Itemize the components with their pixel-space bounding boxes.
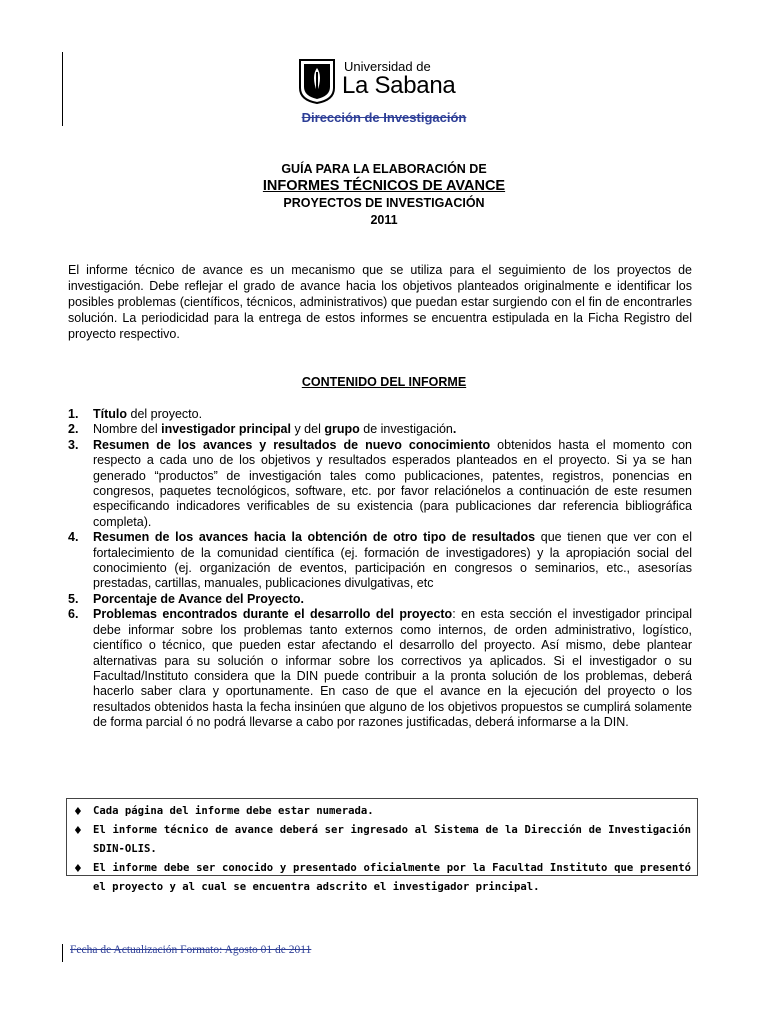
guide-year: 2011: [370, 213, 398, 227]
item-number: 5.: [68, 591, 79, 606]
item-number: 6.: [68, 607, 79, 622]
note-item: [73, 802, 691, 821]
guide-title-line1: GUÍA PARA LA ELABORACIÓN DE: [281, 162, 487, 176]
list-item: [68, 530, 692, 592]
department-title: Dirección de Investigación: [301, 110, 467, 125]
item-number: 3.: [68, 437, 79, 452]
item-bold: grupo: [324, 422, 360, 437]
list-item: [68, 407, 692, 422]
list-item: [68, 422, 692, 437]
item-number: 1.: [68, 407, 79, 421]
diamond-bullet-icon: ♦: [73, 862, 83, 875]
note-text: El informe debe ser conocido y presentado oficialmente por la Facultad Instituto que presentó el proyecto y al cual se encuentra adscrito el investigador principal.: [93, 862, 691, 893]
item-bold: .: [452, 422, 457, 437]
item-number: 2.: [68, 422, 79, 437]
list-item: [68, 607, 692, 730]
logo-big-text: La Sabana: [342, 72, 456, 99]
note-item: [73, 859, 691, 897]
item-bold: Problemas encontrados durante el desarrollo del proyecto: [93, 607, 453, 622]
shield-icon: [298, 58, 336, 104]
list-item: [68, 438, 692, 530]
item-bold: Resumen de los avances y resultados de nuevo conocimiento: [93, 437, 491, 452]
university-logo: [298, 58, 458, 108]
guide-title-line2: INFORMES TÉCNICOS DE AVANCE: [262, 178, 506, 194]
item-bold: investigador principal: [161, 422, 291, 437]
logo-small-text: Universidad de: [344, 59, 431, 74]
item-number: 4.: [68, 530, 79, 545]
diamond-bullet-icon: ♦: [73, 805, 83, 818]
note-text: El informe técnico de avance deberá ser ingresado al Sistema de la Dirección de Investigación SDIN-OLIS.: [93, 824, 691, 855]
footer-update-date: Fecha de Actualización Formato: Agosto 01 de 2011: [70, 944, 312, 956]
content-list: [68, 407, 692, 731]
note-text: Cada página del informe debe estar numerada.: [93, 805, 374, 817]
notes-box: [66, 798, 698, 893]
margin-line-bottom: [62, 944, 63, 962]
intro-paragraph: El informe técnico de avance es un mecanismo que se utiliza para el seguimiento de los proyectos de investigación. Debe reflejar el grado de avance hacia los objetivos planteados originalmente e identificar los posibles problemas (científicos, técnicos, administrativos) que puedan estar surgiendo con el fin de encontrarles solución. La periodicidad para la entrega de estos informes se encuentra estipulada en la Ficha Registro del proyecto respectivo.: [68, 263, 692, 341]
item-bold: Resumen de los avances hacia la obtención de otro tipo de resultados: [93, 530, 536, 545]
section-title: CONTENIDO DEL INFORME: [301, 375, 467, 389]
item-bold: Porcentaje de Avance del Proyecto.: [93, 591, 304, 606]
item-text: del proyecto.: [127, 407, 203, 421]
item-text: obtenidos hasta el momento con respecto a cada uno de los objetivos y resultados esperados planteados en el proyecto. Si ya se han generado “productos” de investigación tales como publicaciones, patentes, registros, ponencias en congresos, paquetes tecnológicos, software, etc. por favor relaciónelos a continuación de este resumen especificando indicadores verificables de su existencia (para publicaciones dar referencia bibliográfica completa).: [93, 437, 692, 529]
item-bold: Título: [93, 407, 128, 421]
list-item: [68, 592, 692, 607]
item-text: : en esta sección el investigador principal debe informar sobre los problemas tanto externos como internos, de orden administrativo, logístico, científico o técnico, que pueden estar afectando el desarrollo del proyecto. Así mismo, debe plantear alternativas para su solución o informar sobre los correctivos ya aplicados. Si el investigador o su Facultad/Instituto considera que la DIN puede contribuir a la pronta solución de los problemas, deberá hacerlo saber clara y oportunamente. En caso de que el avance en la ejecución del proyecto o los resultados obtenidos hasta la fecha insinúen que alguno de los objetivos propuestos se cumplirá solamente de forma parcial ó no podrá llevarse a cabo por razones justificadas, deberá informarse a la DIN.: [93, 607, 692, 730]
note-item: [73, 821, 691, 859]
item-text: de investigación: [359, 422, 453, 437]
guide-title-line3: PROYECTOS DE INVESTIGACIÓN: [283, 196, 485, 210]
item-text: Nombre del: [93, 422, 162, 437]
item-text: que tienen que ver con el fortalecimiento de la comunidad científica (ej. formación de investigadores) y la apropiación social del conocimiento (ej. organización de eventos, participación en congresos o seminarios, etc., asesorías prestadas, cartillas, manuales, publicaciones divulgativas, etc: [93, 530, 692, 591]
item-text: y del: [290, 422, 325, 437]
diamond-bullet-icon: ♦: [73, 824, 83, 837]
